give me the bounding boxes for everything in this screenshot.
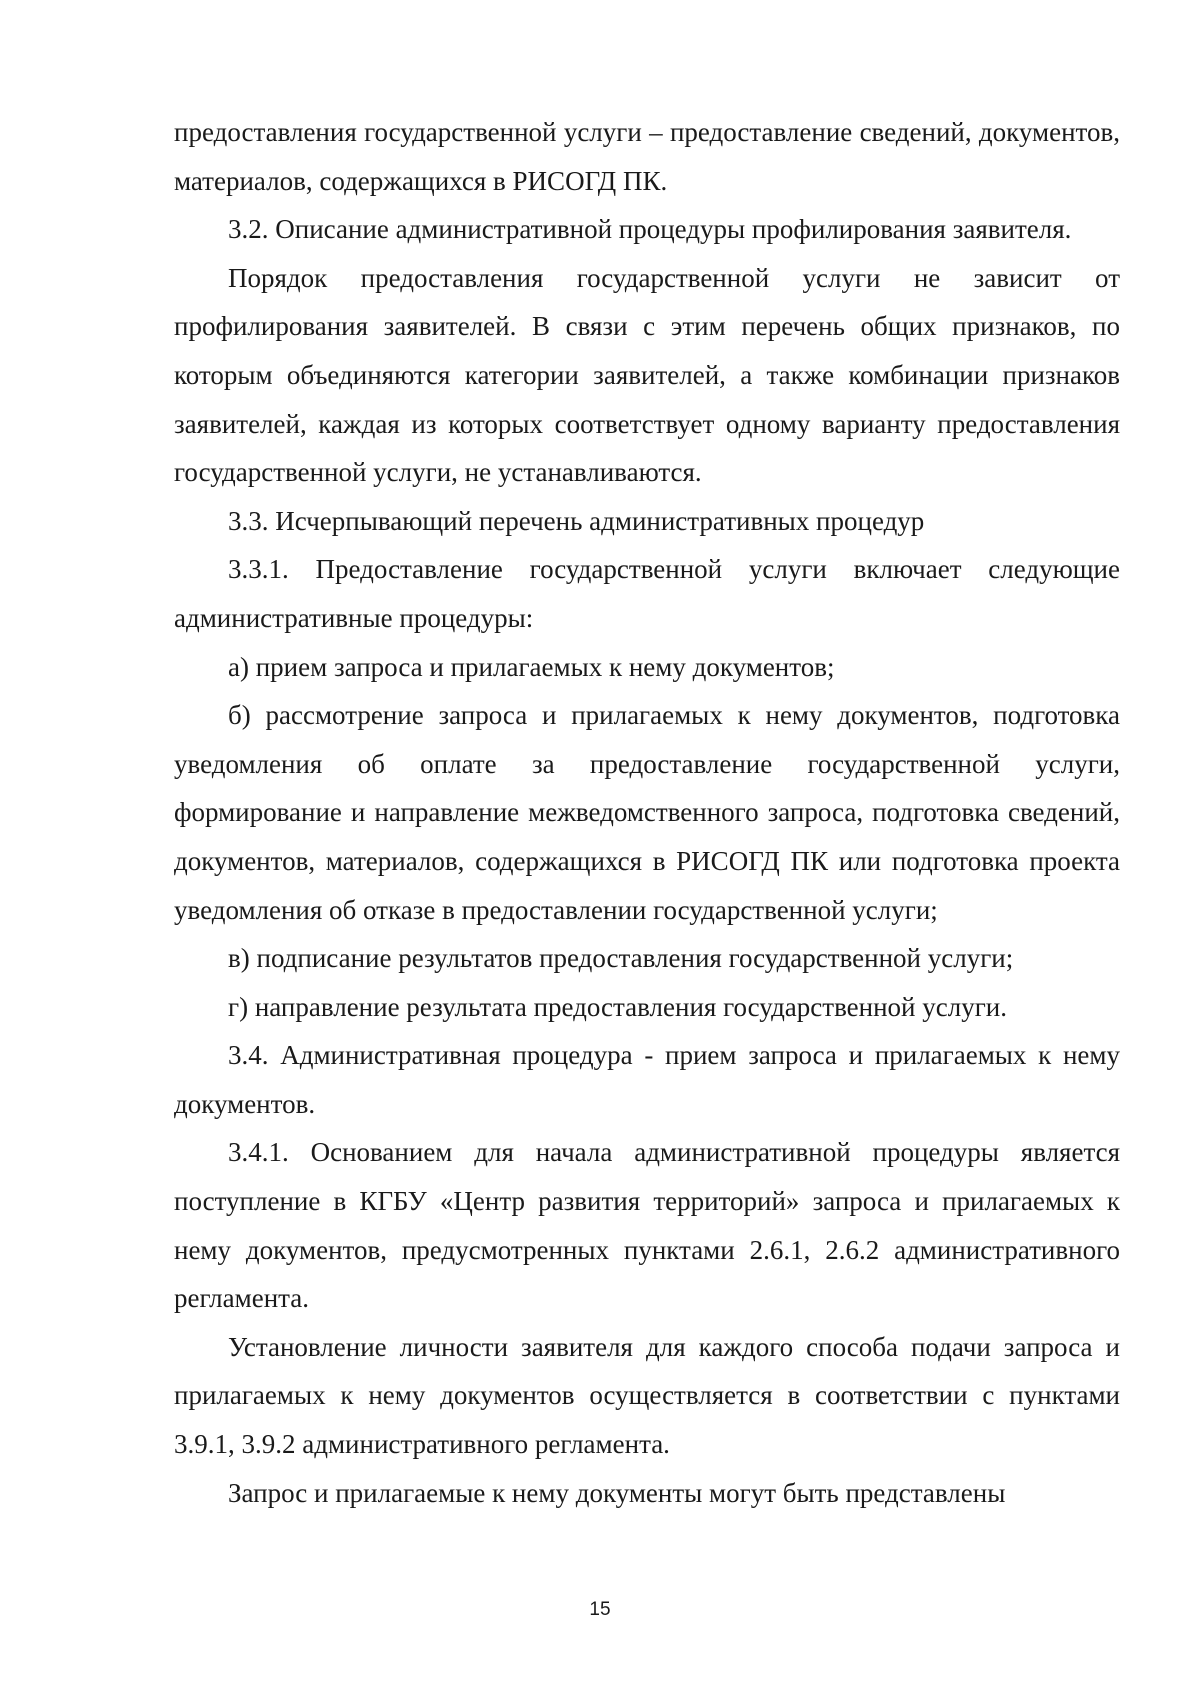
document-page xyxy=(174,108,1120,1517)
list-item-b: б) рассмотрение запроса и прилагаемых к нему документов, подготовка уведомления об оплате за предоставление государственной услуги, формирование и направление межведомственного запроса, подготовка сведений, документов, материалов, содержащихся в РИСОГД ПК или подготовка проекта уведомления об отказе в предоставлении государственной услуги; xyxy=(174,700,1120,925)
page-number: 15 xyxy=(589,1599,611,1620)
paragraph-submission-methods: Запрос и прилагаемые к нему документы могут быть представлены xyxy=(228,1477,1006,1508)
paragraph-continuation: предоставления государственной услуги – предоставление сведений, документов, материалов, содержащихся в РИСОГД ПК. xyxy=(174,117,1120,196)
paragraph-section-3-2: 3.2. Описание административной процедуры профилирования заявителя. xyxy=(228,214,1072,245)
paragraph-section-3-4: 3.4. Административная процедура - прием запроса и прилагаемых к нему документов. xyxy=(174,1040,1120,1119)
paragraph-profiling-order: Порядок предоставления государственной услуги не зависит от профилирования заявителей. В связи с этим перечень общих признаков, по которым объединяются категории заявителей, а также комбинации признаков заявителей, каждая из которых соответствует одному варианту предоставления государственной услуги, не устанавливаются. xyxy=(174,262,1120,488)
paragraph-identity-verification: Установление личности заявителя для каждого способа подачи запроса и прилагаемых к нему документов осуществляется в соответствии с пунктами 3.9.1, 3.9.2 административного регламента. xyxy=(174,1331,1120,1460)
list-item-g: г) направление результата предоставления государственной услуги. xyxy=(228,991,1007,1022)
list-item-a: а) прием запроса и прилагаемых к нему документов; xyxy=(228,651,835,682)
paragraph-section-3-3: 3.3. Исчерпывающий перечень административных процедур xyxy=(228,505,925,536)
paragraph-section-3-3-1: 3.3.1. Предоставление государственной услуги включает следующие административные процедуры: xyxy=(174,554,1120,633)
list-item-v: в) подписание результатов предоставления государственной услуги; xyxy=(228,943,1014,974)
paragraph-section-3-4-1: 3.4.1. Основанием для начала административной процедуры является поступление в КГБУ «Центр развития территорий» запроса и прилагаемых к нему документов, предусмотренных пунктами 2.6.1, 2.6.2 административного регламента. xyxy=(174,1137,1120,1314)
